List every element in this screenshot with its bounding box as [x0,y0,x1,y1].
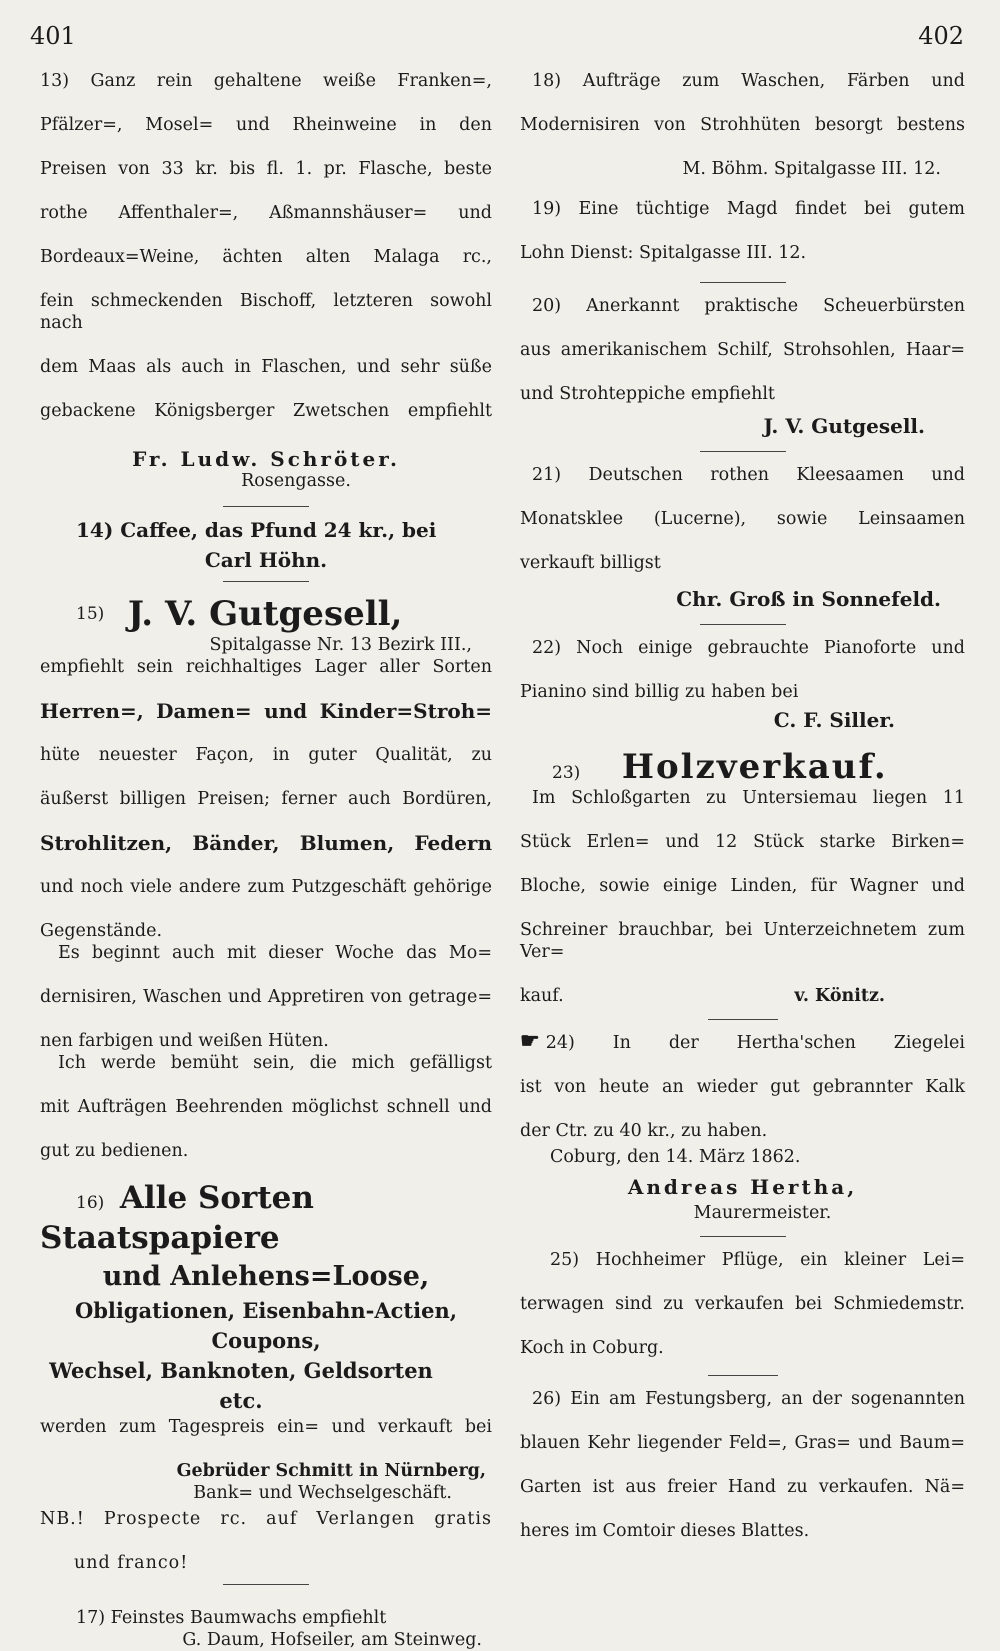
ad-line: Ich werde bemüht sein, die mich gefälligst [58,1053,492,1073]
ad-line: Modernisiren von Strohhüten besorgt bestens [520,115,965,135]
divider [223,506,309,507]
ad-signature: M. Böhm. Spitalgasse III. 12. [682,159,941,179]
ad-line: empfiehlt sein reichhaltiges Lager aller Sorten [40,657,492,677]
ad-signature: Andreas Hertha, [627,1175,858,1199]
ad-line: 18) Aufträge zum Waschen, Färben und [532,71,965,91]
ad-line: NB.! Prospecte rc. auf Verlangen gratis [40,1509,492,1529]
pointing-hand-icon: ☛ [520,1028,540,1054]
ad-line: und noch viele andere zum Putzgeschäft gehörige [40,877,492,897]
left-column [40,70,492,1651]
ad-headline: Holzverkauf. [621,747,888,787]
ad-14-caffee [40,519,492,571]
ad-19-magd [520,198,965,264]
divider [708,1019,778,1020]
ad-line: 24) In der Hertha'schen Ziegelei [545,1033,965,1053]
ad-21-kleesaamen [520,464,965,610]
ad-line: der Ctr. zu 40 kr., zu haben. [520,1121,768,1141]
ad-line: 25) Hochheimer Pflüge, ein kleiner Lei= [550,1250,965,1270]
ad-line: Schreiner brauchbar, bei Unterzeichnetem zum Ver= [520,920,965,962]
ad-22-pianoforte [520,637,965,731]
ad-line: gebackene Königsberger Zwetschen empfiehlt [40,401,492,421]
ad-line: nen farbigen und weißen Hüten. [40,1031,329,1051]
ad-line: 14) Caffee, das Pfund 24 kr., bei [76,518,437,542]
ad-title: Maurermeister. [693,1203,832,1223]
ad-line: rothe Affenthaler=, Aßmannshäuser= und [40,203,492,223]
ad-line: Strohlitzen, Bänder, Blumen, Federn [40,831,492,855]
ad-address: Spitalgasse Nr. 13 Bezirk III., [209,635,472,655]
ad-line: 13) Ganz rein gehaltene weiße Franken=, [40,71,492,91]
ad-line: ist von heute an wieder gut gebrannter Kalk [520,1077,965,1097]
ad-number: 23) [552,763,581,783]
ad-line: Pianino sind billig zu haben bei [520,682,799,702]
ad-line: Gebrüder Schmitt in Nürnberg, [176,1461,486,1481]
ad-line: Monatsklee (Lucerne), sowie Leinsaamen [520,509,965,529]
divider [223,581,309,582]
page-number-left: 401 [30,22,76,50]
divider [700,1236,786,1237]
ad-line: Bloche, sowie einige Linden, für Wagner und [520,876,965,896]
ad-line: 21) Deutschen rothen Kleesaamen und [532,465,965,485]
ad-23-holzverkauf [520,747,965,1007]
right-column [520,70,965,1542]
ad-line: Obligationen, Eisenbahn-Actien, Coupons, [74,1298,458,1353]
ad-line: und Strohteppiche empfiehlt [520,384,775,404]
divider [700,451,786,452]
ad-line: äußerst billigen Preisen; ferner auch Bordüren, [40,789,492,809]
ad-line: G. Daum, Hofseiler, am Steinweg. [182,1630,482,1650]
ad-line: Garten ist aus freier Hand zu verkaufen. Nä= [520,1477,965,1497]
ad-line: 19) Eine tüchtige Magd findet bei gutem [532,199,965,219]
ad-signature: C. F. Siller. [773,708,895,732]
ad-line: hüte neuester Façon, in guter Qualität, zu [40,745,492,765]
ad-line: Es beginnt auch mit dieser Woche das Mo= [58,943,492,963]
ad-signature: v. Könitz. [794,986,885,1006]
ad-signature: Fr. Ludw. Schröter. [132,447,400,471]
ad-signature: Carl Höhn. [204,548,328,572]
ad-signature: Chr. Groß in Sonnefeld. [676,587,941,611]
page-number-right: 402 [918,22,964,50]
ad-18-strohhuete [520,70,965,180]
ad-line: 17) Feinstes Baumwachs empfiehlt [76,1608,387,1628]
ad-line: aus amerikanischem Schilf, Strohsohlen, Haar= [520,340,965,360]
ad-line: 20) Anerkannt praktische Scheuerbürsten [532,296,965,316]
ad-line: Bordeaux=Weine, ächten alten Malaga rc., [40,247,492,267]
ad-line: 26) Ein am Festungsberg, an der sogenannten [532,1389,965,1409]
ad-line: blauen Kehr liegender Feld=, Gras= und Baum= [520,1433,965,1453]
ad-headline: Alle Sorten Staatspapiere [40,1180,314,1256]
ad-line: und franco! [74,1553,189,1573]
ad-street: Rosengasse. [241,471,351,491]
ad-line: Lohn Dienst: Spitalgasse III. 12. [520,243,807,263]
ad-line: dem Maas als auch in Flaschen, und sehr süße [40,357,492,377]
ad-13-wines [40,70,492,492]
ad-line: verkauft billigst [520,553,661,573]
ad-line: mit Aufträgen Beehrenden möglichst schnell und [40,1097,492,1117]
ad-line: Koch in Coburg. [520,1338,664,1358]
ad-25-pfluege [520,1249,965,1359]
ad-line: gut zu bedienen. [40,1141,189,1161]
ad-line: Stück Erlen= und 12 Stück starke Birken= [520,832,965,852]
ad-24-ziegelei [520,1030,965,1224]
ad-20-buersten [520,295,965,437]
ad-line: terwagen sind zu verkaufen bei Schmiedemstr. [520,1294,965,1314]
ad-line: Bank= und Wechselgeschäft. [193,1483,452,1503]
ad-15-gutgesell [40,594,492,1162]
ad-line: dernisiren, Waschen und Appretiren von getrage= [40,987,492,1007]
divider [700,624,786,625]
ad-line: kauf. [520,986,564,1006]
ad-number: 16) [76,1193,105,1213]
ad-line: 22) Noch einige gebrauchte Pianoforte und [532,638,965,658]
ad-headline: J. V. Gutgesell, [127,594,403,634]
ad-signature: J. V. Gutgesell. [763,414,925,438]
ad-26-garten [520,1388,965,1542]
ad-number: 15) [76,604,105,624]
ad-line: Herren=, Damen= und Kinder=Stroh= [40,699,492,723]
ad-line: Pfälzer=, Mosel= und Rheinweine in den [40,115,492,135]
divider [700,282,786,283]
ad-16-staatspapiere [40,1178,492,1574]
ad-line: Preisen von 33 kr. bis fl. 1. pr. Flasche, beste [40,159,492,179]
ad-line: Wechsel, Banknoten, Geldsorten etc. [49,1358,433,1413]
ad-17-baumwachs [40,1607,492,1651]
divider [708,1375,778,1376]
ad-date: Coburg, den 14. März 1862. [550,1147,801,1167]
ad-line: heres im Comtoir dieses Blattes. [520,1521,810,1541]
ad-line: fein schmeckenden Bischoff, letzteren sowohl nach [40,291,492,333]
divider [223,1584,309,1585]
ad-line: Gegenstände. [40,921,163,941]
ad-line: und Anlehens=Loose, [102,1261,430,1292]
ad-line: Im Schloßgarten zu Untersiemau liegen 11 [532,788,965,808]
ad-line: werden zum Tagespreis ein= und verkauft bei [40,1417,492,1437]
